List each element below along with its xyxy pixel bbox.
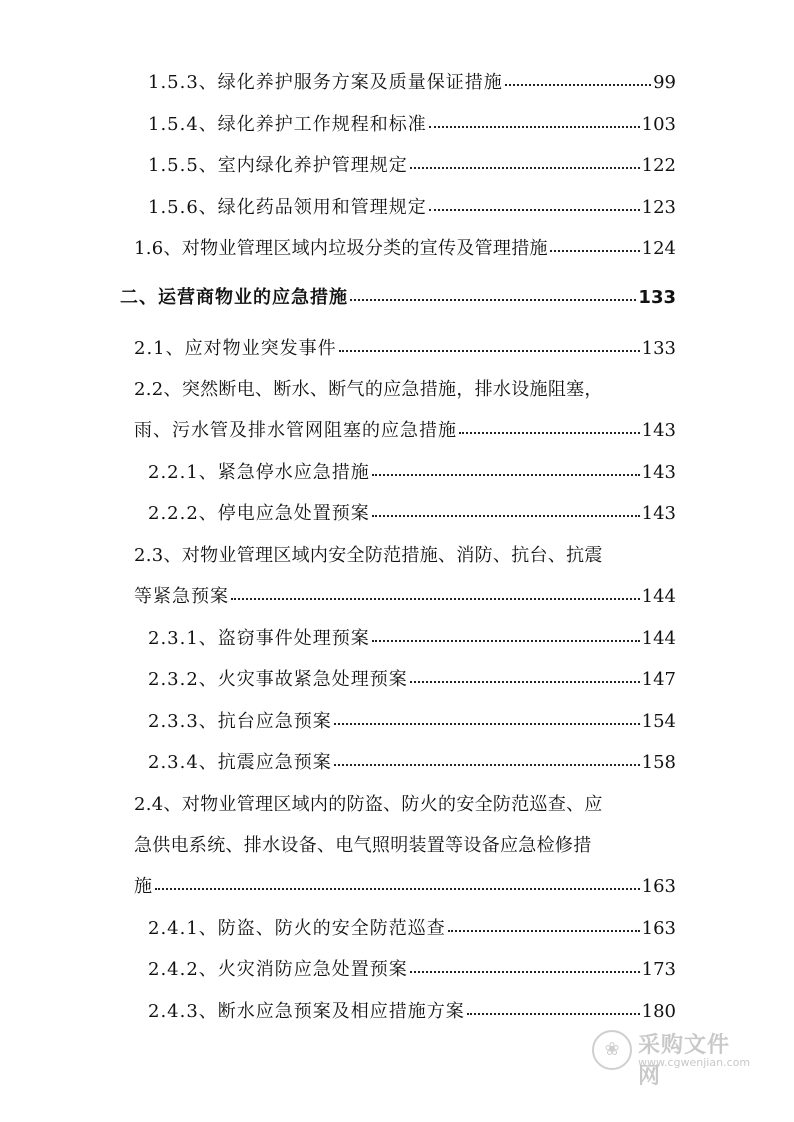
toc-entry[interactable]: [134, 872, 676, 898]
toc-entry-title: 二、运营商物业的应急措施: [120, 287, 348, 308]
toc-entry[interactable]: [148, 955, 676, 981]
watermark-logo-icon: ❀: [592, 1030, 632, 1070]
toc-entry-page: 143: [641, 462, 676, 483]
watermark-title: 采购文件网: [638, 1033, 731, 1089]
toc-entry-page: 143: [641, 420, 676, 441]
toc-leader-dots: [334, 719, 640, 725]
toc-entry-title-line[interactable]: 2.4、对物业管理区域内的防盗、防火的安全防范巡查、应: [134, 794, 603, 815]
toc-entry-title: 1.5.5、室内绿化养护管理规定: [148, 155, 408, 176]
toc-entry-title: 施: [134, 876, 153, 897]
toc-entry-page: 144: [641, 586, 676, 607]
toc-leader-dots: [339, 346, 640, 352]
toc-entry-page: 154: [641, 711, 676, 732]
toc-entry-title: 2.4.1、防盗、防火的安全防范巡查: [148, 918, 446, 939]
toc-entry-page: 99: [653, 72, 676, 93]
toc-leader-dots: [429, 205, 640, 211]
toc-entry-title: 2.1、应对物业突发事件: [134, 338, 337, 359]
toc-entry[interactable]: [148, 665, 676, 691]
toc-entry-page: 122: [641, 155, 676, 176]
toc-leader-dots: [372, 636, 640, 642]
toc-leader-dots: [155, 884, 640, 890]
toc-leader-dots: [410, 163, 640, 169]
toc-entry-title: 雨、污水管及排水管网阻塞的应急措施: [134, 420, 457, 441]
toc-entry[interactable]: [134, 234, 676, 260]
toc-entry[interactable]: [148, 193, 676, 219]
toc-entry[interactable]: [134, 582, 676, 608]
toc-leader-dots: [459, 428, 640, 434]
toc-entry-page: 143: [641, 503, 676, 524]
toc-leader-dots: [372, 470, 640, 476]
toc-entry[interactable]: [148, 997, 676, 1023]
toc-chapter-entry[interactable]: [120, 283, 676, 309]
toc-entry[interactable]: [148, 707, 676, 733]
toc-entry-page: 173: [641, 959, 676, 980]
toc-entry[interactable]: [148, 68, 676, 94]
toc-entry-page: 133: [638, 287, 676, 308]
toc-entry-title-line[interactable]: 急供电系统、排水设备、电气照明装置等设备应急检修措: [134, 835, 592, 856]
toc-entry[interactable]: [148, 458, 676, 484]
toc-leader-dots: [429, 122, 640, 128]
toc-entry[interactable]: [134, 416, 676, 442]
watermark-url: www.cgwenjian.com: [638, 1056, 751, 1069]
toc-entry[interactable]: [134, 334, 676, 360]
toc-entry-title: 1.5.3、绿化养护服务方案及质量保证措施: [148, 72, 503, 93]
toc-entry-page: 158: [641, 752, 676, 773]
toc-entry[interactable]: [148, 624, 676, 650]
toc-entry-page: 163: [641, 918, 676, 939]
toc-leader-dots: [448, 926, 640, 932]
toc-entry-title-line[interactable]: 2.3、对物业管理区域内安全防范措施、消防、抗台、抗震: [134, 545, 603, 566]
toc-entry-title-line[interactable]: 2.2、突然断电、断水、断气的应急措施，排水设施阻塞，: [134, 379, 603, 400]
toc-leader-dots: [410, 967, 640, 973]
toc-leader-dots: [505, 80, 651, 86]
toc-entry-title: 等紧急预案: [134, 586, 229, 607]
toc-entry-title: 2.4.3、断水应急预案及相应措施方案: [148, 1001, 465, 1022]
toc-entry-title: 2.3.1、盗窃事件处理预案: [148, 628, 370, 649]
toc-entry-title: 2.3.4、抗震应急预案: [148, 752, 332, 773]
toc-leader-dots: [350, 295, 636, 301]
toc-entry-title: 1.5.6、绿化药品领用和管理规定: [148, 197, 427, 218]
toc-leader-dots: [410, 677, 640, 683]
toc-entry-page: 180: [641, 1001, 676, 1022]
toc-entry-page: 124: [641, 238, 676, 259]
toc-entry[interactable]: [148, 914, 676, 940]
toc-entry-title: 1.6、对物业管理区域内垃圾分类的宣传及管理措施: [134, 238, 548, 259]
toc-leader-dots: [467, 1009, 640, 1015]
toc-entry[interactable]: [148, 110, 676, 136]
toc-entry-title: 2.2.2、停电应急处置预案: [148, 503, 370, 524]
toc-leader-dots: [550, 246, 640, 252]
toc-entry[interactable]: [148, 499, 676, 525]
toc-entry-title: 2.3.3、抗台应急预案: [148, 711, 332, 732]
toc-leader-dots: [372, 511, 640, 517]
toc-entry-title: 2.3.2、火灾事故紧急处理预案: [148, 669, 408, 690]
toc-entry-title: 1.5.4、绿化养护工作规程和标准: [148, 114, 427, 135]
toc-entry-page: 133: [641, 338, 676, 359]
toc-entry-page: 123: [641, 197, 676, 218]
toc-entry-page: 147: [641, 669, 676, 690]
toc-entry-title: 2.2.1、紧急停水应急措施: [148, 462, 370, 483]
toc-entry-page: 163: [641, 876, 676, 897]
toc-leader-dots: [334, 760, 640, 766]
toc-entry-page: 103: [641, 114, 676, 135]
toc-entry[interactable]: [148, 151, 676, 177]
site-watermark: [592, 1026, 752, 1089]
toc-entry-page: 144: [641, 628, 676, 649]
toc-leader-dots: [231, 594, 640, 600]
toc-entry[interactable]: [148, 748, 676, 774]
toc-entry-title: 2.4.2、火灾消防应急处置预案: [148, 959, 408, 980]
